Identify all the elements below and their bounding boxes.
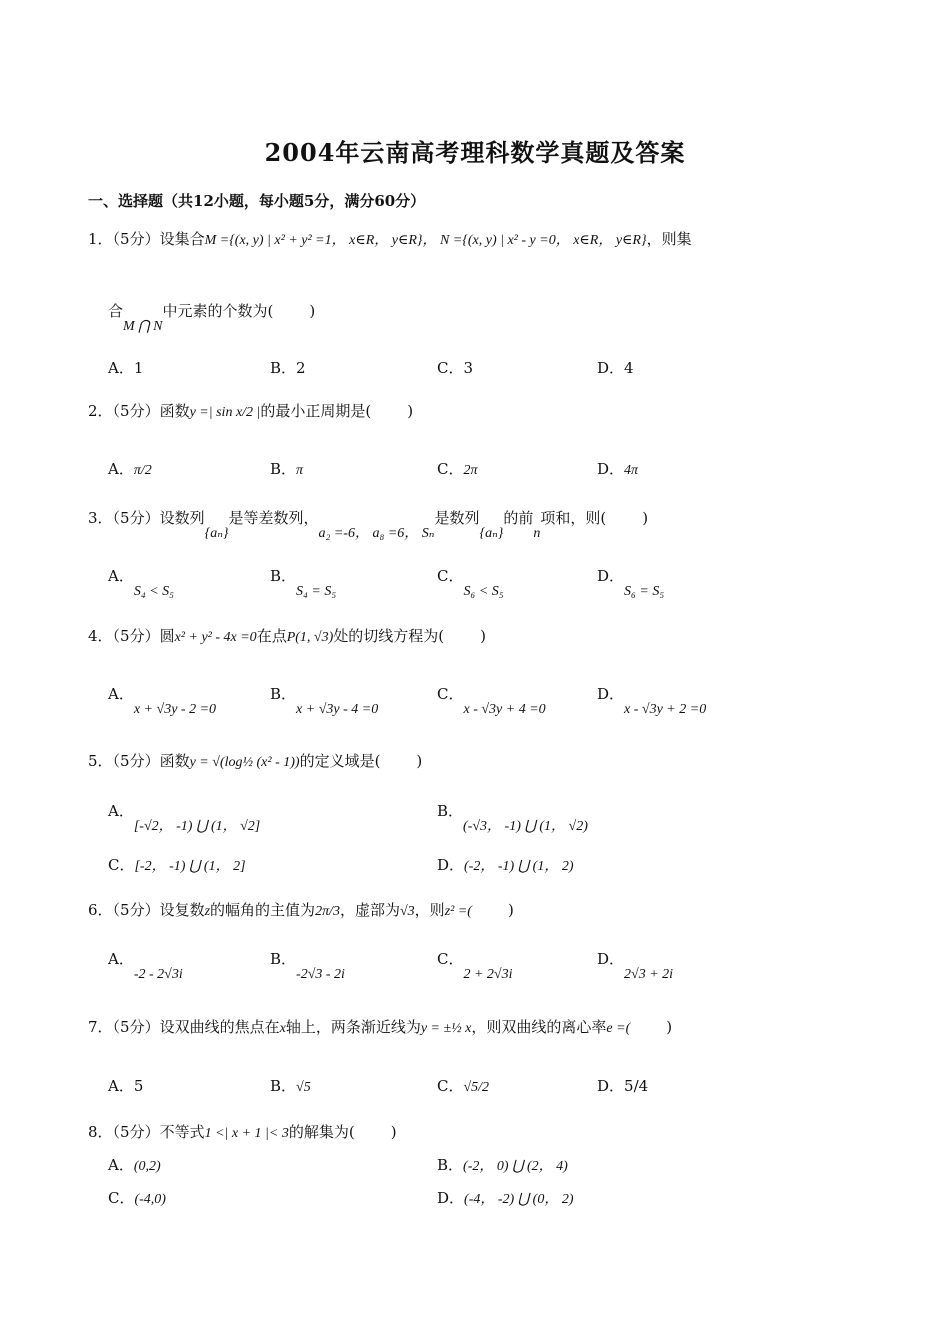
q2-option-b: B．π (270, 460, 304, 478)
q6-option-b: B．-2√3 - 2i (270, 950, 345, 982)
q5-option-a: A．[-√2， -1) ⋃ (1， √2] (108, 802, 261, 834)
q5-option-d: D．(-2， -1) ⋃ (1， 2) (437, 856, 574, 874)
q4-option-b: B．x + √3y - 4 =0 (270, 685, 379, 717)
question-8-stem: 8．（5分）不等式1 <| x + 1 |< 3的解集为( ) (88, 1123, 397, 1141)
question-5-stem: 5．（5分）函数y = √(log½ (x² - 1))的定义域是( ) (88, 752, 423, 770)
q2-option-d: D．4π (597, 460, 639, 478)
q2-option-a: A．π/2 (108, 460, 152, 478)
q7-option-d: D．5/4 (597, 1077, 649, 1095)
q8-option-b: B．(-2， 0) ⋃ (2， 4) (437, 1156, 568, 1174)
q4-option-c: C．x - √3y + 4 =0 (437, 685, 546, 717)
q6-option-d: D．2√3 + 2i (597, 950, 674, 982)
question-4-stem: 4．（5分）圆x² + y² - 4x =0在点P(1, √3)处的切线方程为( ) (88, 627, 486, 645)
q3-option-a: A．S₄ < S₅ (108, 567, 175, 599)
q6-option-c: C．2 + 2√3i (437, 950, 513, 982)
q3-option-c: C．S₆ < S₅ (437, 567, 504, 599)
page-title: 2004年云南高考理科数学真题及答案 (264, 138, 686, 167)
q3-option-b: B．S₄ = S₅ (270, 567, 337, 599)
q4-option-d: D．x - √3y + 2 =0 (597, 685, 707, 717)
q7-option-b: B．√5 (270, 1077, 311, 1095)
question-2-stem: 2．（5分）函数y =| sin x/2 |的最小正周期是( ) (88, 402, 414, 420)
section-heading: 一、选择题（共12小题，每小题5分，满分60分） (88, 192, 426, 210)
question-6-stem: 6．（5分）设复数z的幅角的主值为2π/3，虚部为√3，则z² =( ) (88, 901, 514, 919)
question-7-stem: 7．（5分）设双曲线的焦点在x轴上，两条渐近线为y = ±½ x，则双曲线的离心率e =( ) (88, 1018, 673, 1036)
q6-option-a: A．-2 - 2√3i (108, 950, 183, 982)
q1-option-b: B．2 (270, 359, 306, 377)
q1-option-a: A．1 (108, 359, 144, 377)
question-1-stem: 1．（5分）设集合M ={(x, y) | x² + y² =1， x∈R， y∈R}， N ={(x, y) | x² - y =0， x∈R， y∈R}，则集 (88, 230, 692, 248)
question-3-stem: 3．（5分）设数列{aₙ}是等差数列，a₂ =-6， a₈ =6， Sₙ是数列{aₙ}的前n项和，则( ) (88, 509, 649, 541)
q7-option-a: A．5 (108, 1077, 144, 1095)
q8-option-d: D．(-4， -2) ⋃ (0， 2) (437, 1189, 574, 1207)
q3-option-d: D．S₆ = S₅ (597, 567, 665, 599)
q8-option-c: C．(-4,0) (108, 1189, 166, 1207)
q5-option-b: B．(-√3， -1) ⋃ (1， √2) (437, 802, 588, 834)
q5-option-c: C．[-2， -1) ⋃ (1， 2] (108, 856, 246, 874)
q4-option-a: A．x + √3y - 2 =0 (108, 685, 217, 717)
q1-option-d: D．4 (597, 359, 634, 377)
q1-option-c: C．3 (437, 359, 474, 377)
q8-option-a: A．(0,2) (108, 1156, 161, 1174)
q2-option-c: C．2π (437, 460, 478, 478)
question-1-stem-line2: 合M ⋂ N中元素的个数为( ) (108, 302, 316, 334)
q7-option-c: C．√5/2 (437, 1077, 490, 1095)
